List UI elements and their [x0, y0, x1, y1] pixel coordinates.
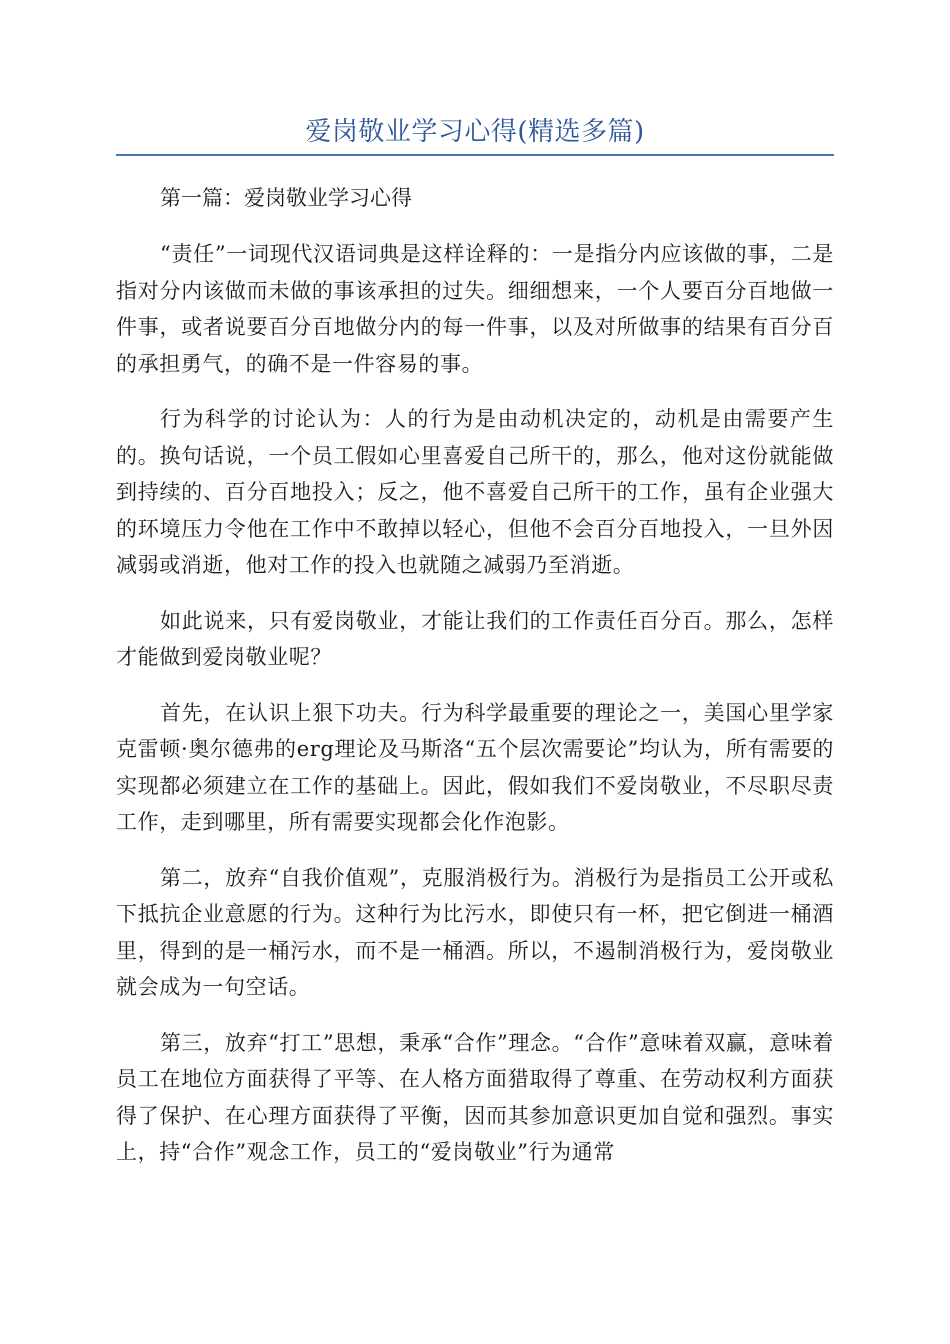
title-underline [116, 154, 834, 156]
paragraph-responsibility: “责任”一词现代汉语词典是这样诠释的：一是指分内应该做的事，二是指对分内该做而未做的事该承担的过失。细细想来，一个人要百分百地做一件事，或者说要百分百地做分内的每一件事，以及对所做事的结果有百分百的承担勇气，的确不是一件容易的事。 [116, 242, 834, 376]
paragraph-second-point: 第二，放弃“自我价值观”，克服消极行为。消极行为是指员工公开或私下抵抗企业意愿的行为。这种行为比污水，即使只有一杯，把它倒进一桶酒里，得到的是一桶污水，而不是一桶酒。所以，不遏制消极行为，爱岗敬业就会成为一句空话。 [116, 865, 834, 999]
document-title: 爱岗敬业学习心得(精选多篇) [305, 117, 645, 147]
paragraph-first-point: 首先，在认识上狠下功夫。行为科学最重要的理论之一，美国心里学家克雷顿·奥尔德弗的erg理论及马斯洛“五个层次需要论”均认为，所有需要的实现都必须建立在工作的基础上。因此，假如我们不爱岗敬业，不尽职尽责工作，走到哪里，所有需要实现都会化作泡影。 [116, 700, 834, 834]
paragraph-conclusion-question: 如此说来，只有爱岗敬业，才能让我们的工作责任百分百。那么，怎样才能做到爱岗敬业呢？ [116, 608, 834, 669]
section-heading: 第一篇：爱岗敬业学习心得 [160, 186, 412, 210]
paragraph-third-point: 第三，放弃“打工”思想，秉承“合作”理念。“合作”意味着双赢，意味着员工在地位方面获得了平等、在人格方面猎取得了尊重、在劳动权利方面获得了保护、在心理方面获得了平衡，因而其参加意识更加自觉和强烈。事实上，持“合作”观念工作，员工的“爱岗敬业”行为通常 [116, 1030, 834, 1164]
document-page [116, 112, 834, 1171]
paragraph-behavior-science: 行为科学的讨论认为：人的行为是由动机决定的，动机是由需要产生的。换句话说，一个员工假如心里喜爱自己所干的，那么，他对这份就能做到持续的、百分百地投入；反之，他不喜爱自己所干的工作，虽有企业强大的环境压力令他在工作中不敢掉以轻心，但他不会百分百地投入，一旦外因减弱或消逝，他对工作的投入也就随之减弱乃至消逝。 [116, 407, 834, 577]
